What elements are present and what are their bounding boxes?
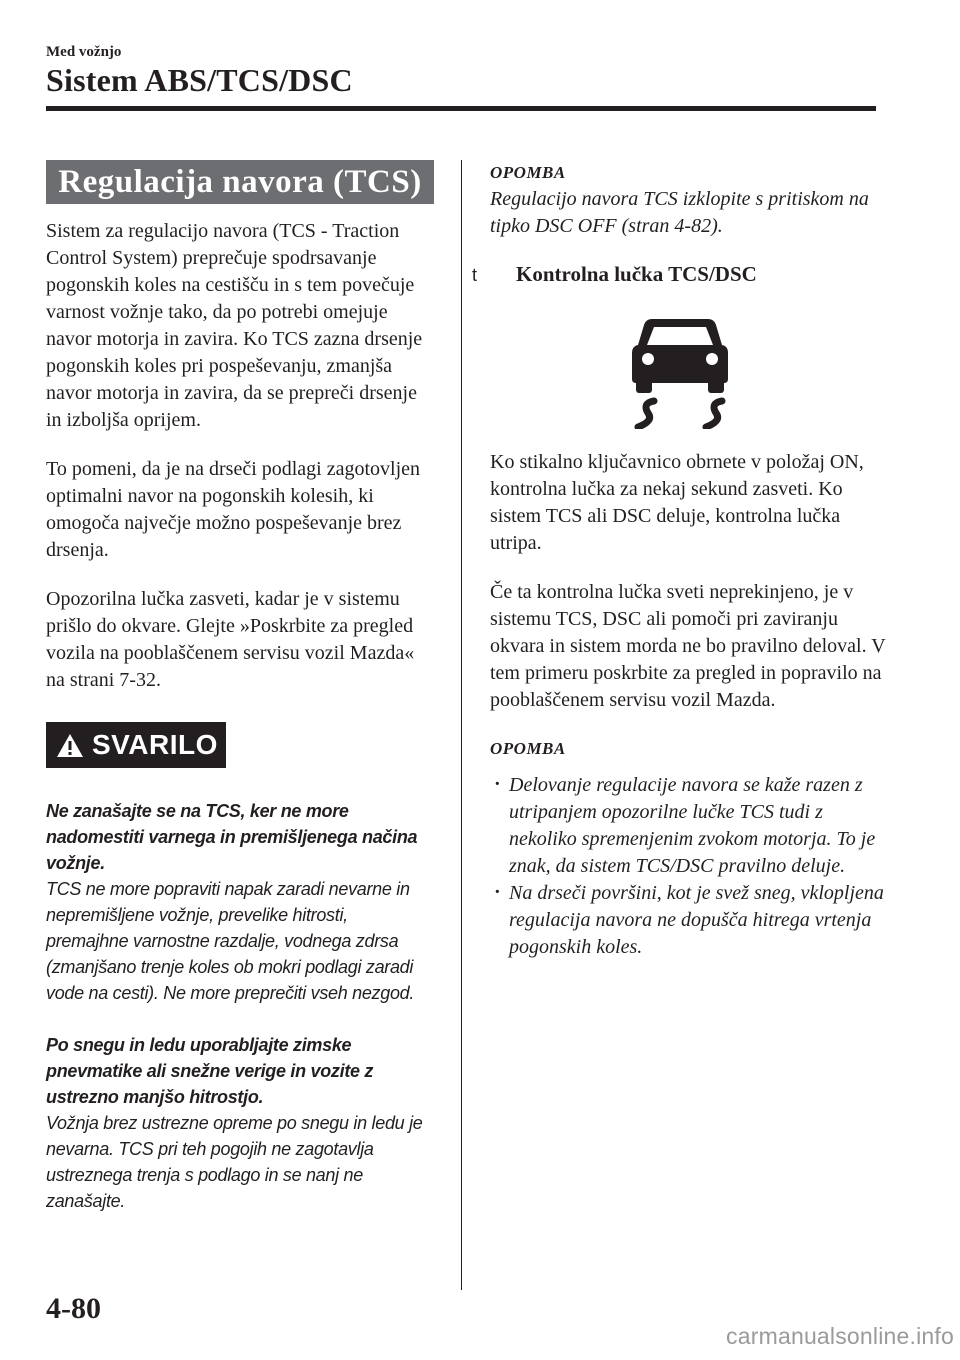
caution-heading: Po snegu in ledu uporabljajte zimske pnevmatike ali snežne verige in vozite z ustrezno manjšo hitrostjo. (46, 1035, 374, 1107)
paragraph: Ko stikalno ključavnico obrnete v položaj ON, kontrolna lučka za nekaj sekund zasveti. Ko sistem TCS ali DSC deluje, kontrolna lučka utripa. (490, 451, 864, 554)
warning-triangle-icon (56, 733, 84, 758)
watermark: carmanualsonline.info (726, 1323, 954, 1349)
note-heading: OPOMBA (490, 163, 566, 182)
caution-text: TCS ne more popraviti napak zaradi nevarne in nepremišljene vožnje, prevelike hitrosti, premajhne varnostne razdalje, vodnega zdrsa (zmanjšano trenje koles ob mokri podlagi zaradi vode na cesti). Ne more preprečiti vseh nezgod. (46, 879, 415, 1003)
note-heading: OPOMBA (490, 739, 566, 758)
caution-heading: Ne zanašajte se na TCS, ker ne more nadomestiti varnega in premišljenega načina vožnje. (46, 801, 418, 873)
note-text: Regulacijo navora TCS izklopite s pritiskom na tipko DSC OFF (stran 4-82). (490, 188, 869, 237)
caution-text: Vožnja brez ustrezne opreme po snegu in ledu je nevarna. TCS pri teh pogojih ne zagotavlja ustreznega trenja s podlago in se nanj ne zanašajte. (46, 1113, 423, 1211)
left-column (46, 160, 434, 1240)
warning-label (46, 722, 226, 768)
note-bullet-list (490, 772, 890, 961)
paragraph: Opozorilna lučka zasveti, kadar je v sistemu prišlo do okvare. Glejte »Poskrbite za pregled vozila na pooblaščenem servisu vozil Mazda« na strani 7-32. (46, 588, 415, 691)
caution-block (46, 798, 434, 1214)
caution-item (46, 798, 434, 1006)
paragraph: To pomeni, da je na drseči podlagi zagotovljen optimalni navor na pogonskih kolesih, ki omogoča največje možno pospeševanje brez drsenja. (46, 458, 421, 561)
warning-label-text: SVARILO (92, 729, 218, 760)
column-divider (461, 160, 462, 1290)
paragraph: Če ta kontrolna lučka sveti neprekinjeno, je v sistemu TCS, DSC ali pomoči pri zaviranju okvara in sistem morda ne bo pravilno deloval. V tem primeru poskrbite za pregled in popravilo na pooblaščenem servisu vozil Mazda. (490, 581, 886, 711)
caution-item (46, 1032, 434, 1214)
section-banner: Regulacija navora (TCS) (46, 160, 434, 204)
page-number: 4-80 (46, 1292, 101, 1325)
subsection-title: Kontrolna lučka TCS/DSC (516, 262, 757, 286)
paragraph: Sistem za regulacijo navora (TCS - Traction Control System) preprečuje spodrsavanje pogonskih koles na cestišču in s tem povečuje varnost vožnje tako, da po potrebi omejuje navor motorja in zavira. Ko TCS zazna drsenje pogonskih koles pri pospeševanju, zmanjša navor motorja in zavira, da se prepreči drsenje in izboljša oprijem. (46, 220, 423, 431)
tcs-skid-warning-icon (630, 313, 730, 429)
subsection-heading (472, 262, 890, 287)
header-rule (46, 106, 876, 111)
list-item: · Delovanje regulacije navora se kaže razen z utripanjem opozorilne lučke TCS tudi z nekoliko spremenjenim zvokom motorja. To je znak, da sistem TCS/DSC pravilno deluje. (506, 772, 890, 880)
list-item: · Na drseči površini, kot je svež sneg, vklopljena regulacija navora ne dopušča hitrega vrtenja pogonskih koles. (506, 880, 890, 961)
page-title: Sistem ABS/TCS/DSC (46, 62, 353, 98)
section-label: Med vožnjo (46, 44, 122, 60)
subsection-marker: t (472, 265, 478, 285)
right-column (472, 160, 890, 961)
